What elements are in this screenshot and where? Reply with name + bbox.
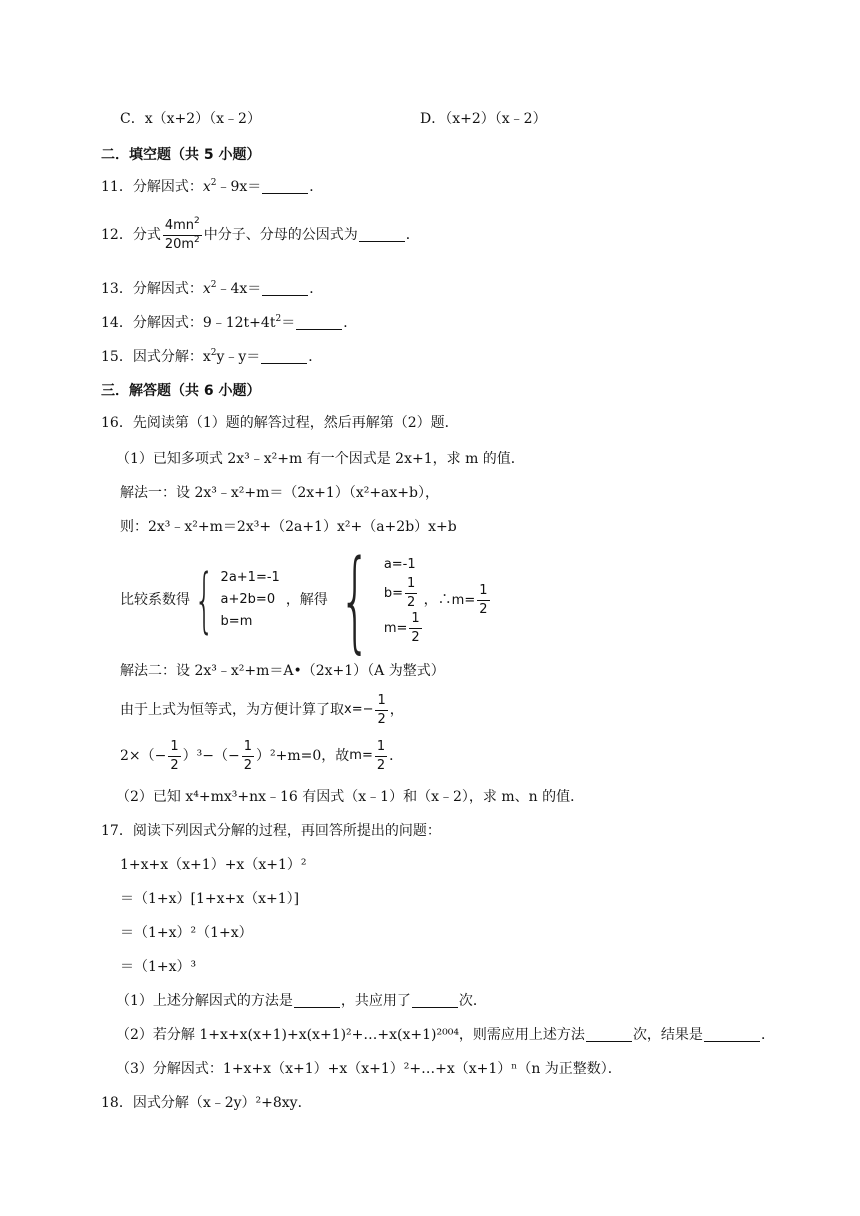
frac-denominator: 2 [377, 711, 386, 727]
option-c-label: C． [120, 111, 145, 127]
q11-answer-blank[interactable] [262, 179, 308, 194]
q17-s1-blank-count[interactable] [412, 993, 458, 1008]
frac-denominator: 2 [243, 757, 253, 773]
option-d-label: D． [420, 111, 446, 127]
option-d-text: （x+2）（x﹣2） [445, 111, 547, 127]
q17-s1-mid: ，共应用了 [340, 993, 411, 1009]
frac-denominator: 2 [406, 595, 416, 610]
section-fill-in-title: 二．填空题（共 5 小题） [101, 147, 261, 163]
q16-method1-expand: 则：2x³﹣x²+m＝2x³+（2a+1）x²+（a+2b）x+b [120, 519, 457, 535]
q17-s2-blank-count[interactable] [586, 1027, 632, 1042]
q18-text: 因式分解（x﹣2y）²+8xy． [132, 1095, 312, 1111]
q17-s2-text: （2）若分解 1+x+x(x+1)+x(x+1)²+…+x(x+1)²⁰⁰⁴，则需应用上述方法 [116, 1027, 585, 1043]
q15-number: 15． [101, 349, 133, 365]
q17-line-1: 1+x+x（x+1）+x（x+1）² [120, 857, 307, 873]
question-12 [101, 217, 420, 253]
question-14 [101, 314, 357, 332]
q17-s2-blank-result[interactable] [704, 1027, 760, 1042]
q14-answer-blank[interactable] [296, 315, 342, 330]
solution-m [384, 611, 424, 646]
m-value-fraction [477, 583, 489, 618]
q16-number: 16． [101, 415, 133, 431]
q17-s1-blank-method[interactable] [294, 993, 340, 1008]
q16-solution-rows [384, 554, 424, 646]
section-solve-title: 三．解答题（共 6 小题） [101, 383, 261, 399]
q17-line-3: ＝（1+x）²（1+x） [120, 925, 253, 941]
x-equals: x=− [344, 702, 374, 717]
left-brace-icon: { [339, 536, 371, 664]
m-equals: m= [451, 592, 476, 608]
q16-system-row [120, 536, 492, 664]
q18-number: 18． [101, 1095, 133, 1111]
frac-numerator: 1 [377, 692, 386, 708]
question-11 [101, 178, 323, 196]
q16-compare-label: 比较系数得 [120, 592, 190, 608]
q17-s1-text: （1）上述分解因式的方法是 [116, 993, 293, 1009]
calc-frac-1 [168, 739, 180, 774]
q12-denominator-exponent: 2 [194, 234, 200, 245]
therefore-sign: ，∴ [423, 592, 452, 608]
option-c [120, 110, 261, 128]
q13-var: x [202, 281, 211, 297]
q12-numerator-exponent: 2 [194, 215, 200, 226]
q11-prefix: 分解因式： [132, 179, 203, 195]
q17-line-4: ＝（1+x）³ [120, 959, 197, 975]
q16-method1: 解法一：设 2x³﹣x²+m＝（2x+1）（x²+ax+b）， [120, 485, 439, 501]
q16-method2: 解法二：设 2x³﹣x²+m＝A•（2x+1）（A 为整式） [120, 663, 445, 679]
q12-fraction [163, 215, 202, 253]
calc-result-fraction [375, 739, 387, 774]
option-d [420, 110, 547, 128]
question-18 [101, 1094, 312, 1112]
calc-middle-2: ）²+m=0，故 [256, 748, 350, 764]
q15-rest: y﹣y＝ [216, 349, 261, 365]
q13-answer-blank[interactable] [262, 281, 308, 296]
frac-numerator: 1 [170, 738, 179, 754]
q15-answer-blank[interactable] [261, 349, 307, 364]
q13-exponent: 2 [210, 280, 217, 290]
q17-intro-text: 阅读下列因式分解的过程，再回答所提出的问题： [132, 823, 441, 839]
q17-number: 17． [101, 823, 133, 839]
option-c-text: x（x+2）（x﹣2） [144, 111, 261, 127]
frac-numerator: 1 [411, 611, 420, 626]
q16-part2: （2）已知 x⁴+mx³+nx﹣16 有因式（x﹣1）和（x﹣2），求 m、n 的值． [116, 789, 585, 805]
q11-exponent: 2 [210, 178, 217, 188]
q17-subquestion-2 [116, 1026, 775, 1044]
q16-intro [101, 414, 459, 432]
q13-prefix: 分解因式： [132, 281, 203, 297]
q17-intro [101, 822, 441, 840]
solution-a: a=-1 [383, 557, 416, 572]
frac-denominator: 2 [376, 757, 386, 773]
calc-start: 2×（− [120, 748, 167, 764]
solution-m-label: m= [383, 621, 408, 636]
frac-denominator: 2 [411, 630, 420, 645]
q15-exponent: 2 [210, 348, 217, 358]
q12-number: 12． [101, 227, 133, 243]
q16-solution-system [328, 536, 424, 664]
q12-text: 中分子、分母的公因式为 [203, 227, 358, 243]
question-15 [101, 348, 322, 366]
q17-s1-end: 次． [458, 993, 487, 1009]
q17-s2-mid: 次，结果是 [632, 1027, 703, 1043]
frac-numerator: 1 [376, 738, 386, 754]
question-13 [101, 280, 323, 298]
q11-var: x [202, 179, 211, 195]
q16-solve-label: ，解得 [285, 592, 328, 608]
q17-s2-end: ． [760, 1027, 775, 1043]
q16-choice-text: 由于上式为恒等式，为方便计算了取 [120, 702, 344, 718]
q15-end: ． [308, 349, 323, 365]
frac-denominator: 2 [479, 601, 488, 617]
q12-denominator: 20m [164, 236, 195, 252]
comma: ， [389, 702, 404, 718]
q16-part1: （1）已知多项式 2x³﹣x²+m 有一个因式是 2x+1，求 m 的值． [116, 451, 525, 467]
frac-numerator: 1 [243, 738, 253, 754]
q17-subquestion-3: （3）分解因式：1+x+x（x+1）+x（x+1）²+…+x（x+1）ⁿ（n 为正整数）． [116, 1061, 622, 1077]
q14-prefix: 分解因式：9﹣12t+4t [132, 315, 276, 331]
q11-rest: ﹣9x＝ [216, 179, 262, 195]
q16-intro-text: 先阅读第（1）题的解答过程，然后再解第（2）题． [132, 415, 459, 431]
q11-number: 11． [101, 179, 133, 195]
system-eq-2: a+2b=0 [220, 592, 276, 607]
q12-prefix: 分式 [132, 227, 161, 243]
q17-line-2: ＝（1+x）[1+x+x（x+1）] [120, 891, 300, 907]
q16-method2-choice [120, 692, 404, 728]
period: ． [389, 748, 404, 764]
q17-subquestion-1 [116, 992, 487, 1010]
m-equals: m= [349, 748, 373, 763]
system-eq-3: b=m [220, 614, 253, 629]
frac-numerator: 1 [479, 582, 488, 598]
q16-system-equations [190, 559, 280, 641]
q16-substitution [120, 738, 403, 774]
q12-end: ． [405, 227, 420, 243]
q14-exponent: 2 [275, 314, 282, 324]
q15-prefix: 因式分解：x [132, 349, 211, 365]
solution-b [384, 576, 424, 611]
q13-end: ． [309, 281, 324, 297]
calc-middle-1: ）³−（− [182, 748, 240, 764]
q14-rest: ＝ [281, 315, 296, 331]
frac-denominator: 2 [170, 757, 179, 773]
q16-system-rows [221, 567, 280, 633]
x-value-fraction [375, 693, 387, 728]
q13-number: 13． [101, 281, 133, 297]
frac-numerator: 1 [406, 576, 416, 591]
q14-end: ． [343, 315, 358, 331]
q12-numerator: 4mn [164, 217, 195, 233]
system-eq-1: 2a+1=-1 [220, 570, 280, 585]
q12-answer-blank[interactable] [359, 227, 405, 242]
left-brace-icon: { [194, 559, 215, 641]
q11-end: ． [309, 179, 324, 195]
solution-b-label: b= [383, 586, 403, 601]
calc-frac-2 [242, 739, 254, 774]
q13-rest: ﹣4x＝ [216, 281, 262, 297]
q14-number: 14． [101, 315, 133, 331]
